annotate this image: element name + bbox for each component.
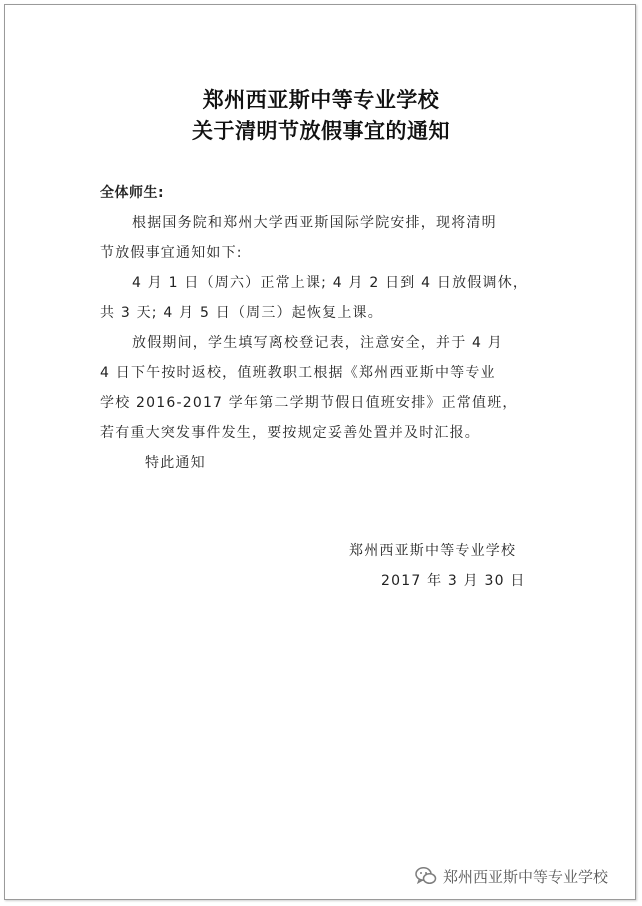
para2-line2: 共 3 天; 4 月 5 日（周三）起恢复上课。 [100,305,383,321]
para1-line1: 根据国务院和郑州大学西亚斯国际学院安排，现将清明 [132,215,497,231]
para3-line4: 若有重大突发事件发生，要按规定妥善处置并及时汇报。 [100,425,480,441]
signature-date: 2017 年 3 月 30 日 [381,573,526,589]
para1-line2: 节放假事宜通知如下: [100,245,243,261]
para3-line2: 4 日下午按时返校，值班教职工根据《郑州西亚斯中等专业 [100,365,496,381]
title-subject: 关于清明节放假事宜的通知 [192,118,450,143]
watermark [415,865,608,887]
signature-school: 郑州西亚斯中等专业学校 [349,543,517,559]
para3-line3: 学校 2016-2017 学年第二学期节假日值班安排》正常值班， [100,395,518,411]
wechat-icon [415,866,437,886]
title-school: 郑州西亚斯中等专业学校 [202,87,440,112]
para3-line1: 放假期间，学生填写离校登记表，注意安全，并于 4 月 [132,335,504,351]
watermark-text: 郑州西亚斯中等专业学校 [443,867,609,886]
closing-text: 特此通知 [145,455,206,471]
salutation: 全体师生: [100,185,165,201]
para2-line1: 4 月 1 日（周六）正常上课; 4 月 2 日到 4 日放假调休， [132,275,529,291]
